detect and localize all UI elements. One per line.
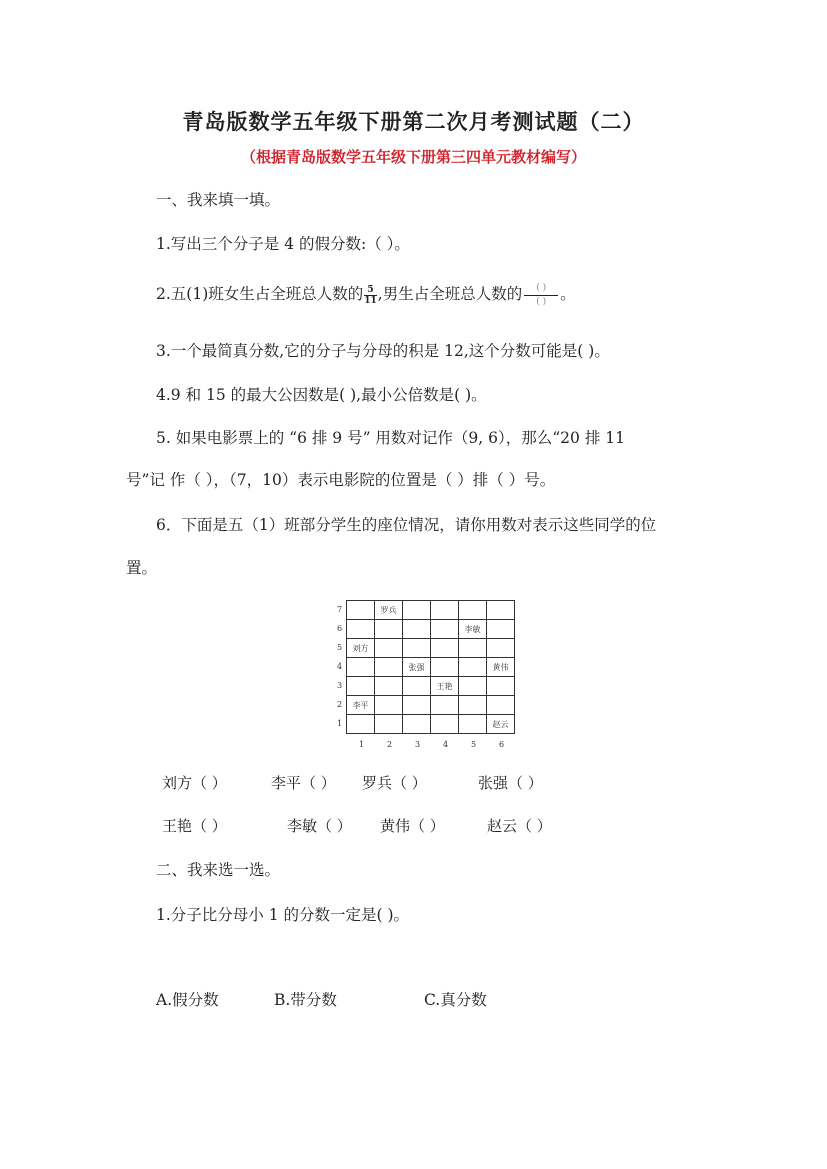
option-c: C.真分数: [424, 991, 487, 1009]
seat-cell: [347, 658, 375, 677]
blank-denominator: ( ): [536, 296, 547, 307]
option-a: A.假分数: [156, 991, 219, 1009]
y-label-1: 1: [337, 719, 343, 728]
section1-heading: 一、我来填一填。: [156, 191, 281, 209]
seat-grid: [346, 600, 515, 734]
seat-cell: [459, 639, 487, 658]
seat-cell: [403, 639, 431, 658]
answer-wangyan: 王艳（ ）: [162, 817, 227, 835]
seat-cell: [431, 658, 459, 677]
x-label-6: 6: [499, 740, 505, 749]
seat-cell: 刘方: [347, 639, 375, 658]
question-2-1: 1.分子比分母小 1 的分数一定是( )。: [156, 906, 410, 924]
answer-huangwei: 黄伟（ ）: [380, 817, 445, 835]
answer-zhangqiang: 张强（ ）: [478, 774, 543, 792]
y-label-7: 7: [337, 605, 343, 614]
seat-cell: 王艳: [431, 677, 459, 696]
x-label-4: 4: [443, 740, 449, 749]
y-label-4: 4: [337, 662, 343, 671]
answer-limin: 李敏（ ）: [287, 817, 352, 835]
fraction-denominator: 11: [364, 295, 377, 306]
x-label-2: 2: [387, 740, 393, 749]
q2-prefix: 2.五(1)班女生占全班总人数的: [156, 285, 364, 303]
seat-cell: [459, 601, 487, 620]
blank-numerator: ( ): [536, 282, 547, 293]
page-title: 青岛版数学五年级下册第二次月考测试题（二）: [182, 109, 645, 134]
y-label-6: 6: [337, 624, 343, 633]
seat-cell: [459, 658, 487, 677]
seat-cell: 李平: [347, 696, 375, 715]
x-label-5: 5: [471, 740, 477, 749]
y-label-3: 3: [337, 681, 343, 690]
question-1-6-line2: 置。: [126, 559, 158, 577]
seat-cell: [403, 677, 431, 696]
page-subtitle: （根据青岛版数学五年级下册第三四单元教材编写）: [240, 148, 586, 166]
seat-cell: 赵云: [487, 715, 515, 734]
seat-cell: [487, 696, 515, 715]
x-label-3: 3: [415, 740, 421, 749]
question-1-1: 1.写出三个分子是 4 的假分数:（ ）。: [156, 235, 410, 253]
blank-fraction: [524, 284, 558, 307]
seat-cell: [487, 639, 515, 658]
question-1-4: 4.9 和 15 的最大公因数是( ),最小公倍数是( )。: [156, 386, 487, 404]
y-label-5: 5: [337, 643, 343, 652]
seat-cell: [375, 639, 403, 658]
question-1-6-line1: 6．下面是五（1）班部分学生的座位情况，请你用数对表示这些同学的位: [156, 516, 657, 534]
seat-cell: [375, 620, 403, 639]
question-1-3: 3.一个最简真分数,它的分子与分母的积是 12,这个分数可能是( )。: [156, 342, 610, 360]
seat-cell: [403, 601, 431, 620]
seat-cell: [347, 715, 375, 734]
seat-cell: [431, 601, 459, 620]
seat-cell: [459, 677, 487, 696]
seat-cell: [347, 620, 375, 639]
seat-cell: 张强: [403, 658, 431, 677]
seat-cell: [403, 696, 431, 715]
seat-cell: [431, 696, 459, 715]
seat-cell: 黄伟: [487, 658, 515, 677]
q2-suffix: 。: [560, 285, 576, 303]
q2-mid: ,男生占全班总人数的: [377, 285, 523, 303]
seat-cell: [347, 677, 375, 696]
answer-zhaoyun: 赵云（ ）: [487, 817, 552, 835]
seat-cell: [403, 620, 431, 639]
seat-cell: [431, 639, 459, 658]
seat-cell: [431, 715, 459, 734]
seat-cell: [375, 677, 403, 696]
seat-cell: [431, 620, 459, 639]
answer-luobing: 罗兵（ ）: [362, 774, 427, 792]
seat-cell: [487, 620, 515, 639]
answer-liping: 李平（ ）: [271, 774, 336, 792]
seat-cell: [375, 696, 403, 715]
seat-cell: [375, 658, 403, 677]
y-label-2: 2: [337, 700, 343, 709]
fraction-five-elevenths: [364, 285, 377, 306]
seat-cell: [403, 715, 431, 734]
question-1-5-line1: 5. 如果电影票上的 “6 排 9 号” 用数对记作（9, 6），那么“20 排 11: [156, 429, 625, 447]
seat-cell: [487, 601, 515, 620]
x-label-1: 1: [359, 740, 365, 749]
answer-liufang: 刘方（ ）: [162, 774, 227, 792]
seat-cell: 李敏: [459, 620, 487, 639]
seat-cell: [375, 715, 403, 734]
seat-cell: [487, 677, 515, 696]
seat-cell: [459, 715, 487, 734]
fraction-numerator: 5: [367, 284, 374, 295]
seat-cell: 罗兵: [375, 601, 403, 620]
option-b: B.带分数: [274, 991, 337, 1009]
question-1-2: [156, 282, 576, 307]
seat-cell: [347, 601, 375, 620]
section2-heading: 二、我来选一选。: [156, 861, 281, 879]
question-1-5-line2: 号”记 作（ ），（7，10）表示电影院的位置是（ ）排（ ）号。: [126, 471, 556, 489]
seat-cell: [459, 696, 487, 715]
